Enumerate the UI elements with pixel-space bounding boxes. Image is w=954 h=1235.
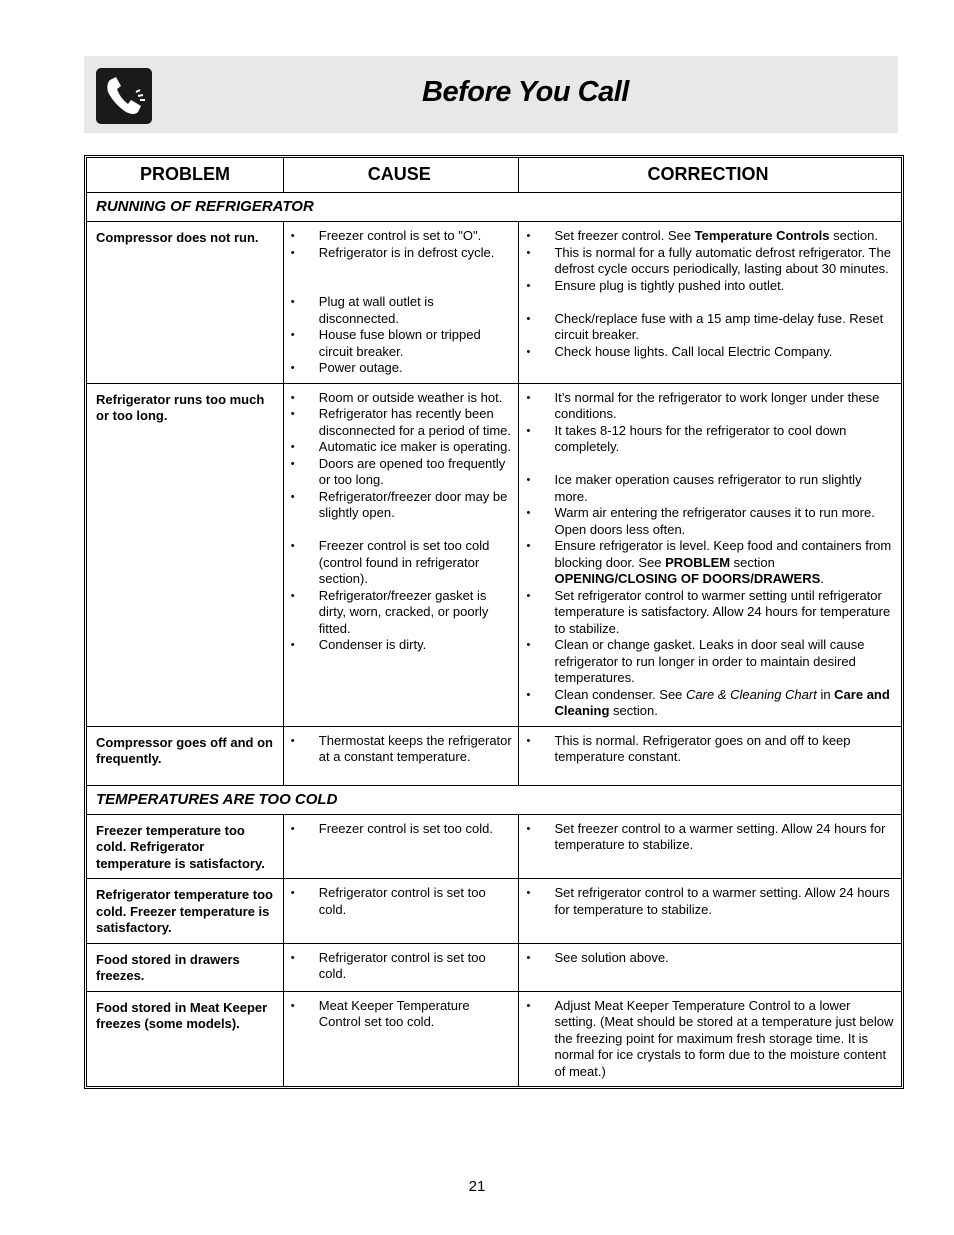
table-row bbox=[87, 991, 902, 1087]
cause-column-header: CAUSE bbox=[283, 158, 519, 193]
problem-cell: Compressor does not run. bbox=[87, 222, 284, 384]
correction-item: • Adjust Meat Keeper Temperature Control to a lower setting. (Meat should be stored at a temperature just below the freezing point for maximum fresh storage time. It is normal for ice crystals to form due to the moisture content of meat.) bbox=[519, 998, 895, 1081]
correction-cell bbox=[519, 383, 902, 726]
cause-item: • Refrigerator control is set too cold. bbox=[284, 885, 513, 918]
cause-item: • Room or outside weather is hot. bbox=[284, 390, 513, 407]
correction-item: • Set freezer control to a warmer setting. Allow 24 hours for temperature to stabilize. bbox=[519, 821, 895, 854]
cause-cell bbox=[283, 383, 519, 726]
correction-item: • Ensure plug is tightly pushed into outlet. bbox=[519, 278, 895, 295]
correction-item: • Set refrigerator control to a warmer setting. Allow 24 hours for temperature to stabilize. bbox=[519, 885, 895, 918]
correction-item: • Check/replace fuse with a 15 amp time-delay fuse. Reset circuit breaker. bbox=[519, 311, 895, 344]
cause-item: • Plug at wall outlet is disconnected. bbox=[284, 294, 513, 327]
correction-cell bbox=[519, 879, 902, 944]
cause-item: • Power outage. bbox=[284, 360, 513, 377]
cause-cell bbox=[283, 726, 519, 785]
section-row bbox=[87, 785, 902, 814]
problem-cell: Refrigerator runs too much or too long. bbox=[87, 383, 284, 726]
cause-item: • Refrigerator control is set too cold. bbox=[284, 950, 513, 983]
table-header-row bbox=[87, 158, 902, 193]
cause-item: • Condenser is dirty. bbox=[284, 637, 513, 654]
correction-column-header: CORRECTION bbox=[519, 158, 902, 193]
phone-icon bbox=[96, 68, 152, 124]
correction-item: • It’s normal for the refrigerator to work longer under these conditions. bbox=[519, 390, 895, 423]
cause-item: • Meat Keeper Temperature Control set too cold. bbox=[284, 998, 513, 1031]
correction-item: • It takes 8-12 hours for the refrigerator to cool down completely. bbox=[519, 423, 895, 456]
correction-item: • This is normal for a fully automatic defrost refrigerator. The defrost cycle occurs periodically, lasting about 30 minutes. bbox=[519, 245, 895, 278]
correction-item: • Check house lights. Call local Electric Company. bbox=[519, 344, 895, 361]
table-row bbox=[87, 222, 902, 384]
cause-item: • Freezer control is set too cold. bbox=[284, 821, 513, 838]
correction-cell bbox=[519, 943, 902, 991]
table-row bbox=[87, 726, 902, 785]
correction-cell bbox=[519, 814, 902, 879]
correction-item: • Set refrigerator control to warmer setting until refrigerator temperature is satisfactory. Allow 24 hours for temperature to stabilize. bbox=[519, 588, 895, 638]
cause-item: • Freezer control is set to "O". bbox=[284, 228, 513, 245]
table-row bbox=[87, 943, 902, 991]
table-row bbox=[87, 383, 902, 726]
problem-cell: Food stored in Meat Keeper freezes (some models). bbox=[87, 991, 284, 1087]
problem-cell: Refrigerator temperature too cold. Freezer temperature is satisfactory. bbox=[87, 879, 284, 944]
cause-item: • Doors are opened too frequently or too long. bbox=[284, 456, 513, 489]
correction-item: • See solution above. bbox=[519, 950, 895, 967]
cause-cell bbox=[283, 879, 519, 944]
correction-item: • Warm air entering the refrigerator causes it to run more. Open doors less often. bbox=[519, 505, 895, 538]
cause-item: • Refrigerator/freezer gasket is dirty, worn, cracked, or poorly fitted. bbox=[284, 588, 513, 638]
page-title: Before You Call bbox=[422, 76, 629, 108]
cause-item: • House fuse blown or tripped circuit breaker. bbox=[284, 327, 513, 360]
cause-cell bbox=[283, 943, 519, 991]
correction-item: • Clean condenser. See Care & Cleaning Chart in Care and Cleaning section. bbox=[519, 687, 895, 720]
correction-cell bbox=[519, 222, 902, 384]
cause-item: • Freezer control is set too cold (control found in refrigerator section). bbox=[284, 538, 513, 588]
page-header bbox=[84, 56, 898, 133]
page-number: 21 bbox=[468, 1178, 486, 1195]
problem-cell: Compressor goes off and on frequently. bbox=[87, 726, 284, 785]
cause-cell bbox=[283, 222, 519, 384]
section-title: RUNNING OF REFRIGERATOR bbox=[87, 193, 902, 222]
problem-cell: Food stored in drawers freezes. bbox=[87, 943, 284, 991]
table-row bbox=[87, 879, 902, 944]
cause-item: • Thermostat keeps the refrigerator at a constant temperature. bbox=[284, 733, 513, 766]
problem-column-header: PROBLEM bbox=[87, 158, 284, 193]
correction-item: • This is normal. Refrigerator goes on and off to keep temperature constant. bbox=[519, 733, 895, 766]
troubleshooting-table bbox=[86, 157, 902, 1087]
correction-item: • Ensure refrigerator is level. Keep food and containers from blocking door. See PROBLEM section OPENING/CLOSING OF DOORS/DRAWERS. bbox=[519, 538, 895, 588]
section-title: TEMPERATURES ARE TOO COLD bbox=[87, 785, 902, 814]
problem-cell: Freezer temperature too cold. Refrigerator temperature is satisfactory. bbox=[87, 814, 284, 879]
cause-item: • Refrigerator/freezer door may be slightly open. bbox=[284, 489, 513, 522]
correction-item: • Set freezer control. See Temperature Controls section. bbox=[519, 228, 895, 245]
section-row bbox=[87, 193, 902, 222]
cause-item: • Refrigerator has recently been disconnected for a period of time. bbox=[284, 406, 513, 439]
correction-cell bbox=[519, 726, 902, 785]
cause-cell bbox=[283, 991, 519, 1087]
cause-cell bbox=[283, 814, 519, 879]
table-row bbox=[87, 814, 902, 879]
cause-item: • Refrigerator is in defrost cycle. bbox=[284, 245, 513, 262]
correction-item: • Ice maker operation causes refrigerator to run slightly more. bbox=[519, 472, 895, 505]
correction-item: • Clean or change gasket. Leaks in door seal will cause refrigerator to run longer in order to maintain desired temperatures. bbox=[519, 637, 895, 687]
correction-cell bbox=[519, 991, 902, 1087]
cause-item: • Automatic ice maker is operating. bbox=[284, 439, 513, 456]
